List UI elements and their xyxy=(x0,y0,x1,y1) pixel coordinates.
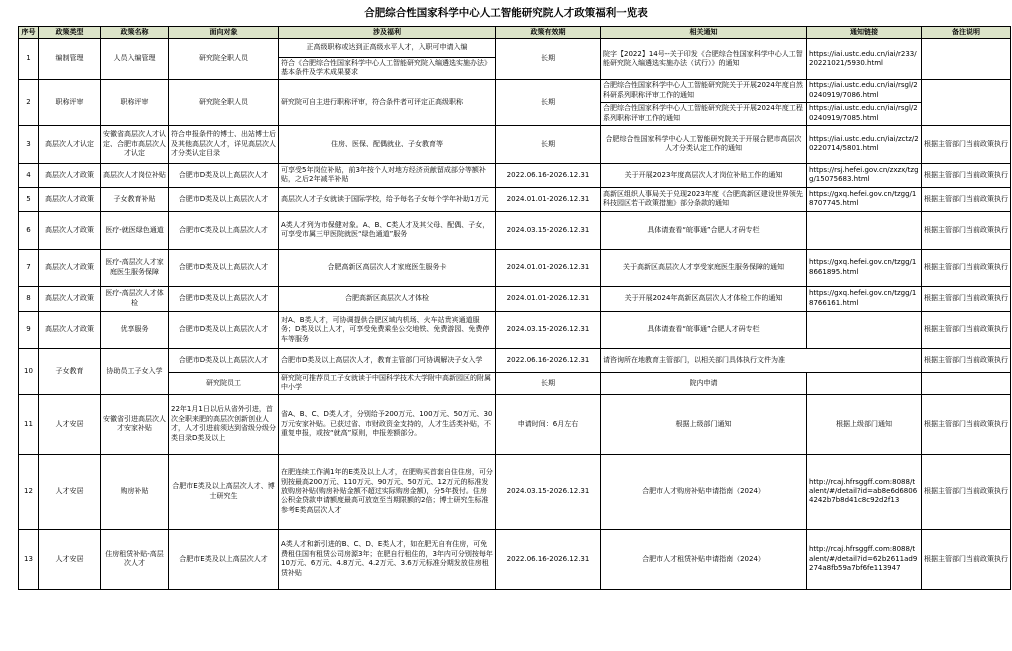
header-row xyxy=(19,27,1011,39)
cell-type: 高层次人才政策 xyxy=(39,211,101,249)
cell-no: 9 xyxy=(19,311,39,348)
cell-notice: 合肥综合性国家科学中心人工智能研究院关于开展2024年度自然科研系列职称评审工作的通知 xyxy=(601,79,807,102)
cell-link[interactable]: https://iai.ustc.edu.cn/iai/rsgl/20240919/7086.html xyxy=(807,79,922,102)
cell-note: 根据主管部门当前政策执行 xyxy=(922,163,1011,187)
cell-benefit: 研究院可自主进行职称评审，符合条件者可评定正高级职称 xyxy=(279,79,496,125)
cell-validity: 长期 xyxy=(496,125,601,163)
cell-validity: 2022.06.16-2026.12.31 xyxy=(496,529,601,589)
cell-name: 医疗-就医绿色通道 xyxy=(101,211,169,249)
table-row xyxy=(19,79,1011,102)
cell-benefit: 正高级职称或达到正高级水平人才，入职可申请入编 xyxy=(279,39,496,58)
table-row xyxy=(19,211,1011,249)
header-cell: 涉及福利 xyxy=(279,27,496,39)
cell-benefit: 省A、B、C、D类人才，分别给予200万元、100万元、50万元、30万元安家补贴。已获过省、市财政资金支持的，人才生活类补贴，不重复申报，或按“就高”原则，申报差额部分。 xyxy=(279,394,496,454)
cell-benefit: 符合《合肥综合性国家科学中心人工智能研究院入编遴选实施办法》基本条件及学术成果要求 xyxy=(279,58,496,80)
cell-type: 高层次人才认定 xyxy=(39,125,101,163)
cell-no: 11 xyxy=(19,394,39,454)
cell-type: 编制管理 xyxy=(39,39,101,80)
cell-notice: 院内申请 xyxy=(601,372,807,394)
cell-target: 合肥市D类及以上高层次人才 xyxy=(169,163,279,187)
cell-note xyxy=(922,79,1011,125)
cell-type: 高层次人才政策 xyxy=(39,187,101,211)
cell-note: 根据主管部门当前政策执行 xyxy=(922,454,1011,529)
cell-validity: 2024.03.15-2026.12.31 xyxy=(496,311,601,348)
table-row xyxy=(19,163,1011,187)
cell-name: 医疗-高层次人才体检 xyxy=(101,286,169,311)
cell-type: 高层次人才政策 xyxy=(39,249,101,286)
cell-notice: 根据上级部门通知 xyxy=(601,394,807,454)
table-row xyxy=(19,529,1011,589)
cell-benefit: A类人才和新引进的B、C、D、E类人才，如在肥无自有住房，可免费租住国有租赁公司房源3年；在肥自行租住的，3年内可分别按每年10万元、6万元、4.8万元、4.2万元、3.6万元标准分期发放住房租赁补贴 xyxy=(279,529,496,589)
cell-name: 子女教育补贴 xyxy=(101,187,169,211)
cell-target: 研究院员工 xyxy=(169,372,279,394)
cell-notice: 请咨询所在地教育主管部门，以相关部门具体执行文件为准 xyxy=(601,348,922,372)
cell-note xyxy=(922,39,1011,80)
cell-name: 安徽省高层次人才认定、合肥市高层次人才认定 xyxy=(101,125,169,163)
cell-link[interactable]: https://rsj.hefei.gov.cn/zxzx/tzgg/15075683.html xyxy=(807,163,922,187)
header-cell: 政策有效期 xyxy=(496,27,601,39)
cell-link[interactable]: https://iai.ustc.edu.cn/iai/r233/20221021/5930.html xyxy=(807,39,922,80)
cell-notice: 具体请查看“皖事通”合肥人才码专栏 xyxy=(601,211,807,249)
page-title: 合肥综合性国家科学中心人工智能研究院人才政策福利一览表 xyxy=(364,7,648,19)
cell-name: 职称评审 xyxy=(101,79,169,125)
table-row xyxy=(19,125,1011,163)
cell-type: 子女教育 xyxy=(39,348,101,394)
cell-notice: 合肥综合性国家科学中心人工智能研究院关于开展合肥市高层次人才分类认定工作的通知 xyxy=(601,125,807,163)
cell-type: 高层次人才政策 xyxy=(39,311,101,348)
cell-note: 根据主管部门当前政策执行 xyxy=(922,311,1011,348)
table-row xyxy=(19,286,1011,311)
cell-link[interactable]: https://iai.ustc.edu.cn/iai/zctz/20220714/5801.html xyxy=(807,125,922,163)
header-cell: 相关通知 xyxy=(601,27,807,39)
cell-notice: 具体请查看“皖事通”合肥人才码专栏 xyxy=(601,311,807,348)
cell-benefit: 可享受5年岗位补贴，前3年按个人对地方经济贡献留成部分等额补贴，之后2年减半补贴 xyxy=(279,163,496,187)
cell-name: 安徽省引进高层次人才安家补贴 xyxy=(101,394,169,454)
cell-validity: 2024.01.01-2026.12.31 xyxy=(496,286,601,311)
policy-table xyxy=(18,26,1011,590)
cell-no: 13 xyxy=(19,529,39,589)
cell-no: 5 xyxy=(19,187,39,211)
cell-type: 人才安居 xyxy=(39,394,101,454)
cell-link[interactable]: https://gxq.hefei.gov.cn/tzgg/18766161.html xyxy=(807,286,922,311)
cell-link[interactable]: http://rcaj.hfrsggff.com:8088/talent/#/detail?id=62b2611ad9274a8fb59a7bf6fe113947 xyxy=(807,529,922,589)
cell-name: 人员入编管理 xyxy=(101,39,169,80)
cell-benefit: 合肥高新区高层次人才体检 xyxy=(279,286,496,311)
cell-note: 根据主管部门当前政策执行 xyxy=(922,125,1011,163)
header-cell: 政策类型 xyxy=(39,27,101,39)
table-row xyxy=(19,39,1011,58)
cell-name: 优享服务 xyxy=(101,311,169,348)
cell-note xyxy=(922,372,1011,394)
cell-target: 22年1月1日以后从省外引进，首次全职来肥的高层次创新创业人才，人才引进前须达到省级分级分类目录D类及以上 xyxy=(169,394,279,454)
cell-no: 6 xyxy=(19,211,39,249)
cell-note: 根据主管部门当前政策执行 xyxy=(922,211,1011,249)
cell-link: 根据上级部门通知 xyxy=(807,394,922,454)
cell-type: 高层次人才政策 xyxy=(39,286,101,311)
cell-no: 7 xyxy=(19,249,39,286)
cell-no: 10 xyxy=(19,348,39,394)
cell-validity: 2024.01.01-2026.12.31 xyxy=(496,187,601,211)
cell-benefit: 研究院可推荐员工子女就读于中国科学技术大学附中高新园区的附属中小学 xyxy=(279,372,496,394)
cell-target: 合肥市D类及以上高层次人才 xyxy=(169,187,279,211)
cell-benefit: 合肥市D类及以上高层次人才，教育主管部门可协调解决子女入学 xyxy=(279,348,496,372)
cell-target: 合肥市E类及以上高层次人才 xyxy=(169,529,279,589)
cell-benefit: 在肥连续工作满1年的E类及以上人才，在肥购买首套自住住房，可分别按最高200万元、110万元、90万元、50万元、12万元的标准发放购房补贴(购房补贴金额不超过实际购房金额)，分5年拨付。住房公积金贷款申请额度最高可放宽至当期限额的2倍；博士研究生标准参考E类高层次人才 xyxy=(279,454,496,529)
cell-type: 职称评审 xyxy=(39,79,101,125)
cell-name: 购房补贴 xyxy=(101,454,169,529)
table-row xyxy=(19,394,1011,454)
cell-notice: 关于开展2024年高新区高层次人才体检工作的通知 xyxy=(601,286,807,311)
cell-notice: 合肥市人才租赁补贴申请指南（2024） xyxy=(601,529,807,589)
cell-link[interactable] xyxy=(807,311,922,348)
cell-notice: 院字【2022】14号--关于印发《合肥综合性国家科学中心人工智能研究院入编遴选实施办法（试行）》的通知 xyxy=(601,39,807,80)
cell-benefit: 高层次人才子女就读于国际学校，给予每名子女每个学年补助1万元 xyxy=(279,187,496,211)
cell-benefit: 对A、B类人才，可协调提供合肥区域内机场、火车站贵宾通道服务；D类及以上人才，可享受免费乘坐公交地铁、免费游园、免费停车等服务 xyxy=(279,311,496,348)
cell-no: 1 xyxy=(19,39,39,80)
cell-notice: 合肥市人才购房补贴申请指南（2024） xyxy=(601,454,807,529)
cell-target: 符合申报条件的博士、出站博士后及其他高层次人才，详见高层次人才分类认定目录 xyxy=(169,125,279,163)
cell-validity: 长期 xyxy=(496,79,601,125)
header-cell: 备注说明 xyxy=(922,27,1011,39)
cell-benefit: 住房、医保、配偶就业、子女教育等 xyxy=(279,125,496,163)
table-row xyxy=(19,454,1011,529)
cell-note: 根据主管部门当前政策执行 xyxy=(922,529,1011,589)
cell-target: 研究院全职人员 xyxy=(169,39,279,80)
cell-name: 协助员工子女入学 xyxy=(101,348,169,394)
cell-notice: 关于开展2023年度高层次人才岗位补贴工作的通知 xyxy=(601,163,807,187)
table-row xyxy=(19,348,1011,372)
cell-type: 人才安居 xyxy=(39,454,101,529)
cell-validity: 2022.06.16-2026.12.31 xyxy=(496,348,601,372)
cell-notice: 合肥综合性国家科学中心人工智能研究院关于开展2024年度工程系列职称评审工作的通知 xyxy=(601,102,807,125)
cell-validity: 2024.03.15-2026.12.31 xyxy=(496,211,601,249)
cell-notice: 关于高新区高层次人才享受家庭医生服务保障的通知 xyxy=(601,249,807,286)
cell-no: 3 xyxy=(19,125,39,163)
cell-type: 人才安居 xyxy=(39,529,101,589)
cell-name: 高层次人才岗位补贴 xyxy=(101,163,169,187)
cell-name: 住房租赁补贴-高层次人才 xyxy=(101,529,169,589)
cell-note: 根据主管部门当前政策执行 xyxy=(922,394,1011,454)
cell-validity: 2024.03.15-2026.12.31 xyxy=(496,454,601,529)
cell-type: 高层次人才政策 xyxy=(39,163,101,187)
cell-validity: 2024.01.01-2026.12.31 xyxy=(496,249,601,286)
header-cell: 通知链接 xyxy=(807,27,922,39)
table-row xyxy=(19,187,1011,211)
cell-target: 合肥市D类及以上高层次人才 xyxy=(169,249,279,286)
cell-note: 根据主管部门当前政策执行 xyxy=(922,249,1011,286)
cell-target: 合肥市E类及以上高层次人才、博士研究生 xyxy=(169,454,279,529)
cell-validity: 申请时间：6月左右 xyxy=(496,394,601,454)
cell-target: 合肥市C类及以上高层次人才 xyxy=(169,211,279,249)
cell-benefit: 合肥高新区高层次人才家庭医生服务卡 xyxy=(279,249,496,286)
cell-no: 4 xyxy=(19,163,39,187)
cell-validity: 长期 xyxy=(496,39,601,80)
cell-no: 8 xyxy=(19,286,39,311)
cell-note: 根据主管部门当前政策执行 xyxy=(922,187,1011,211)
cell-target: 研究院全职人员 xyxy=(169,79,279,125)
cell-no: 2 xyxy=(19,79,39,125)
cell-note: 根据主管部门当前政策执行 xyxy=(922,286,1011,311)
cell-validity: 2022.06.16-2026.12.31 xyxy=(496,163,601,187)
cell-validity: 长期 xyxy=(496,372,601,394)
cell-link[interactable]: http://rcaj.hfrsggff.com:8088/talent/#/detail?id=ab8e6d68064242b7b8d41c8c92d2f13 xyxy=(807,454,922,529)
cell-no: 12 xyxy=(19,454,39,529)
cell-target: 合肥市D类及以上高层次人才 xyxy=(169,348,279,372)
header-cell: 序号 xyxy=(19,27,39,39)
cell-benefit: A类人才列为市保健对象。A、B、C类人才及其父母、配偶、子女，可享受市属三甲医院就医“绿色通道”服务 xyxy=(279,211,496,249)
cell-notice: 高新区组织人事局关于兑现2023年度《合肥高新区建设世界领先科技园区若干政策措施》部分条款的通知 xyxy=(601,187,807,211)
cell-target: 合肥市D类及以上高层次人才 xyxy=(169,311,279,348)
cell-link xyxy=(807,372,922,394)
cell-link[interactable] xyxy=(807,211,922,249)
cell-name: 医疗-高层次人才家庭医生服务保障 xyxy=(101,249,169,286)
cell-link[interactable]: https://gxq.hefei.gov.cn/tzgg/18661895.html xyxy=(807,249,922,286)
cell-target: 合肥市D类及以上高层次人才 xyxy=(169,286,279,311)
cell-link[interactable]: https://iai.ustc.edu.cn/iai/rsgl/20240919/7085.html xyxy=(807,102,922,125)
table-row xyxy=(19,249,1011,286)
table-row xyxy=(19,311,1011,348)
cell-link[interactable]: https://gxq.hefei.gov.cn/tzgg/18707745.html xyxy=(807,187,922,211)
header-cell: 政策名称 xyxy=(101,27,169,39)
header-cell: 面向对象 xyxy=(169,27,279,39)
cell-note: 根据主管部门当前政策执行 xyxy=(922,348,1011,372)
